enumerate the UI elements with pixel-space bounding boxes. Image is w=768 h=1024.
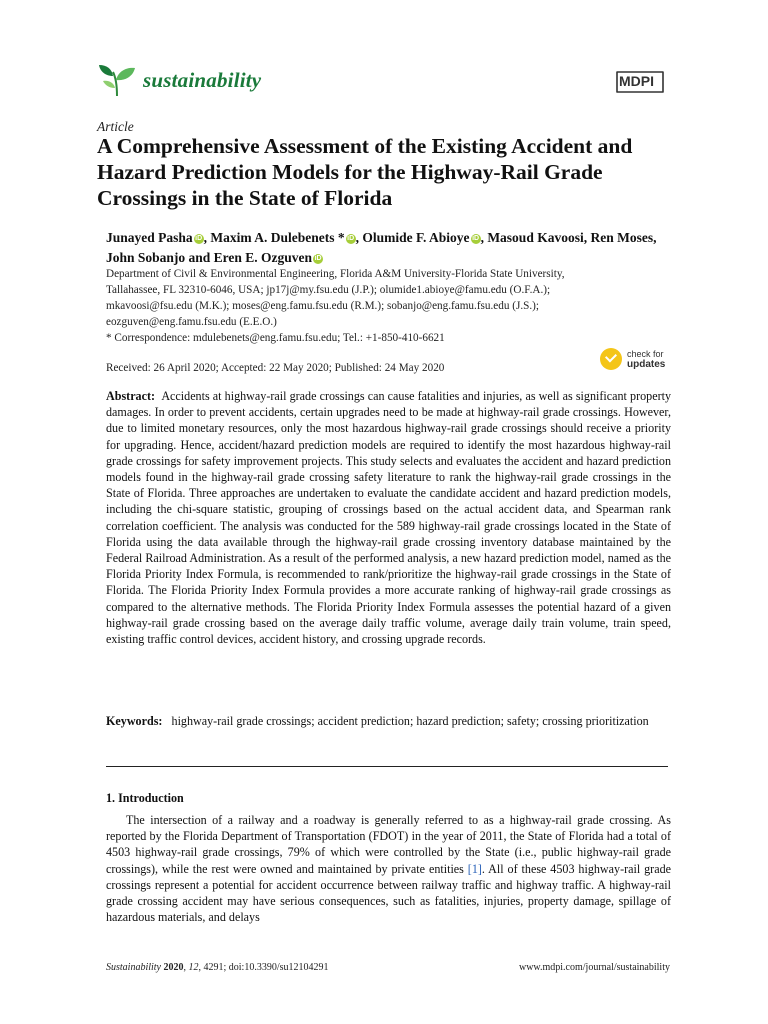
footer-journal: Sustainability	[106, 962, 161, 973]
footer-year: 2020	[163, 962, 184, 973]
author-name[interactable]: John Sobanjo and Eren E. Ozguven	[106, 250, 313, 265]
orcid-icon[interactable]: iD	[195, 235, 203, 242]
citation-link[interactable]: [1]	[467, 861, 482, 876]
publisher-name: MDPI	[619, 73, 654, 89]
keywords	[106, 713, 671, 729]
footer-url[interactable]: www.mdpi.com/journal/sustainability	[518, 962, 670, 973]
check-for-label: check for	[627, 349, 664, 359]
footer-doi: , 4291; doi:10.3390/su12104291	[198, 962, 329, 973]
keywords-label: Keywords:	[106, 714, 163, 728]
affiliation	[106, 266, 671, 330]
affiliation-line: eozguven@eng.famu.fsu.edu (E.E.O.)	[106, 316, 277, 328]
author-name[interactable]: Masoud Kavoosi, Ren Moses,	[487, 230, 657, 245]
leaf-icon	[97, 62, 137, 98]
author-list: Junayed Pasha iD , Maxim A. Dulebenets * iD , Olumide F. Abioye iD , Masoud Kavoosi, Ren Moses, John Sobanjo and Eren E. Ozguven iD	[106, 230, 657, 265]
article-type: Article	[97, 119, 134, 134]
check-icon	[600, 348, 622, 370]
affiliation-line: mkavoosi@fsu.edu (M.K.); moses@eng.famu.fsu.edu (R.M.); sobanjo@eng.famu.fsu.edu (J.S.);	[106, 300, 539, 312]
footer-volume: 12	[188, 962, 199, 973]
author-name[interactable]: Maxim A. Dulebenets *	[210, 230, 345, 245]
journal-name: sustainability	[143, 67, 262, 92]
orcid-icon[interactable]: iD	[472, 235, 480, 242]
journal-logo	[97, 62, 287, 98]
affiliation-line: Department of Civil & Environmental Engineering, Florida A&M University-Florida State University,	[106, 268, 565, 280]
author-name[interactable]: Olumide F. Abioye	[362, 230, 470, 245]
footer-citation: Sustainability 2020, 12, 4291; doi:10.3390/su12104291	[106, 962, 329, 973]
section-heading: 1. Introduction	[106, 791, 184, 805]
intro-paragraph	[106, 812, 671, 925]
page-title: A Comprehensive Assessment of the Existing Accident and Hazard Prediction Models for the Highway-Rail Grade Crossings in the State of Florida	[97, 134, 633, 210]
mdpi-logo	[613, 68, 667, 96]
keywords-text: highway-rail grade crossings; accident prediction; hazard prediction; safety; crossing prioritization	[171, 714, 649, 728]
abstract-text: Accidents at highway-rail grade crossings can cause fatalities and injuries, as well as significant property damages. In order to prevent accidents, certain upgrades need to be made at highway-rail grade crossings. However, due to limited monetary resources, only the most hazardous highway-rail grade crossings should receive a priority for upgrading. Hence, accident/hazard prediction models are required to identify the most hazardous highway-rail grade crossings for safety improvement projects. This study selects and evaluates the accident and hazard prediction models found in the highway-rail grade crossing safety literature to rank the highway-rail grade crossings in the State of Florida. Three approaches are undertaken to evaluate the candidate accident and hazard prediction models, including the chi-square statistic, grouping of crossings based on the actual accident data, and Spearman rank correlation coefficient. The analysis was conducted for the 589 highway-rail grade crossings located in the State of Florida using the data available through the highway-rail grade crossing inventory database maintained by the Federal Railroad Administration. As a result of the performed analysis, a new hazard prediction model, named as the Florida Priority Index Formula, is recommended to rank/prioritize the highway-rail grade crossings in the State of Florida. The Florida Priority Index Formula provides a more accurate ranking of highway-rail grade crossings as compared to the alternative methods. The Florida Priority Index Formula assesses the potential hazard of a given highway-rail grade crossing based on the average daily traffic volume, average daily train volume, train speed, existing traffic control devices, accident history, and crossing upgrade records.	[106, 389, 672, 647]
correspondence: * Correspondence: mdulebenets@eng.famu.fsu.edu; Tel.: +1-850-410-6621	[106, 332, 445, 344]
divider	[106, 766, 668, 767]
publication-dates: Received: 26 April 2020; Accepted: 22 May 2020; Published: 24 May 2020	[106, 362, 445, 374]
orcid-icon[interactable]: iD	[314, 255, 322, 262]
author-name[interactable]: Junayed Pasha	[106, 230, 193, 245]
abstract	[106, 388, 671, 647]
intro-text: The intersection of a railway and a roadway is generally referred to as a highway-rail grade crossing. As reported by the Florida Department of Transportation (FDOT) in the year of 2011, the State of Florida had a total of 4503 highway-rail grade crossings, 79% of which were controlled by the State (i.e., public highway-rail grade crossings), while the rest were owned and maintained by private entities	[106, 813, 671, 876]
affiliation-line: Tallahassee, FL 32310-6046, USA; jp17j@my.fsu.edu (J.P.); olumide1.abioye@famu.edu (O.F.A.);	[106, 284, 551, 296]
intro-text: . All of these 4503 highway-rail grade crossings represent a potential for accident occurrence between railway traffic and highway traffic. A highway-rail grade crossing accident may have serious consequences, such as fatalities, injuries, property damage, spillage of hazardous materials, and delays	[106, 861, 671, 925]
check-for-updates-button[interactable]	[600, 345, 680, 375]
orcid-icon[interactable]: iD	[347, 235, 355, 242]
updates-label: updates	[627, 359, 666, 370]
abstract-label: Abstract:	[106, 389, 156, 403]
